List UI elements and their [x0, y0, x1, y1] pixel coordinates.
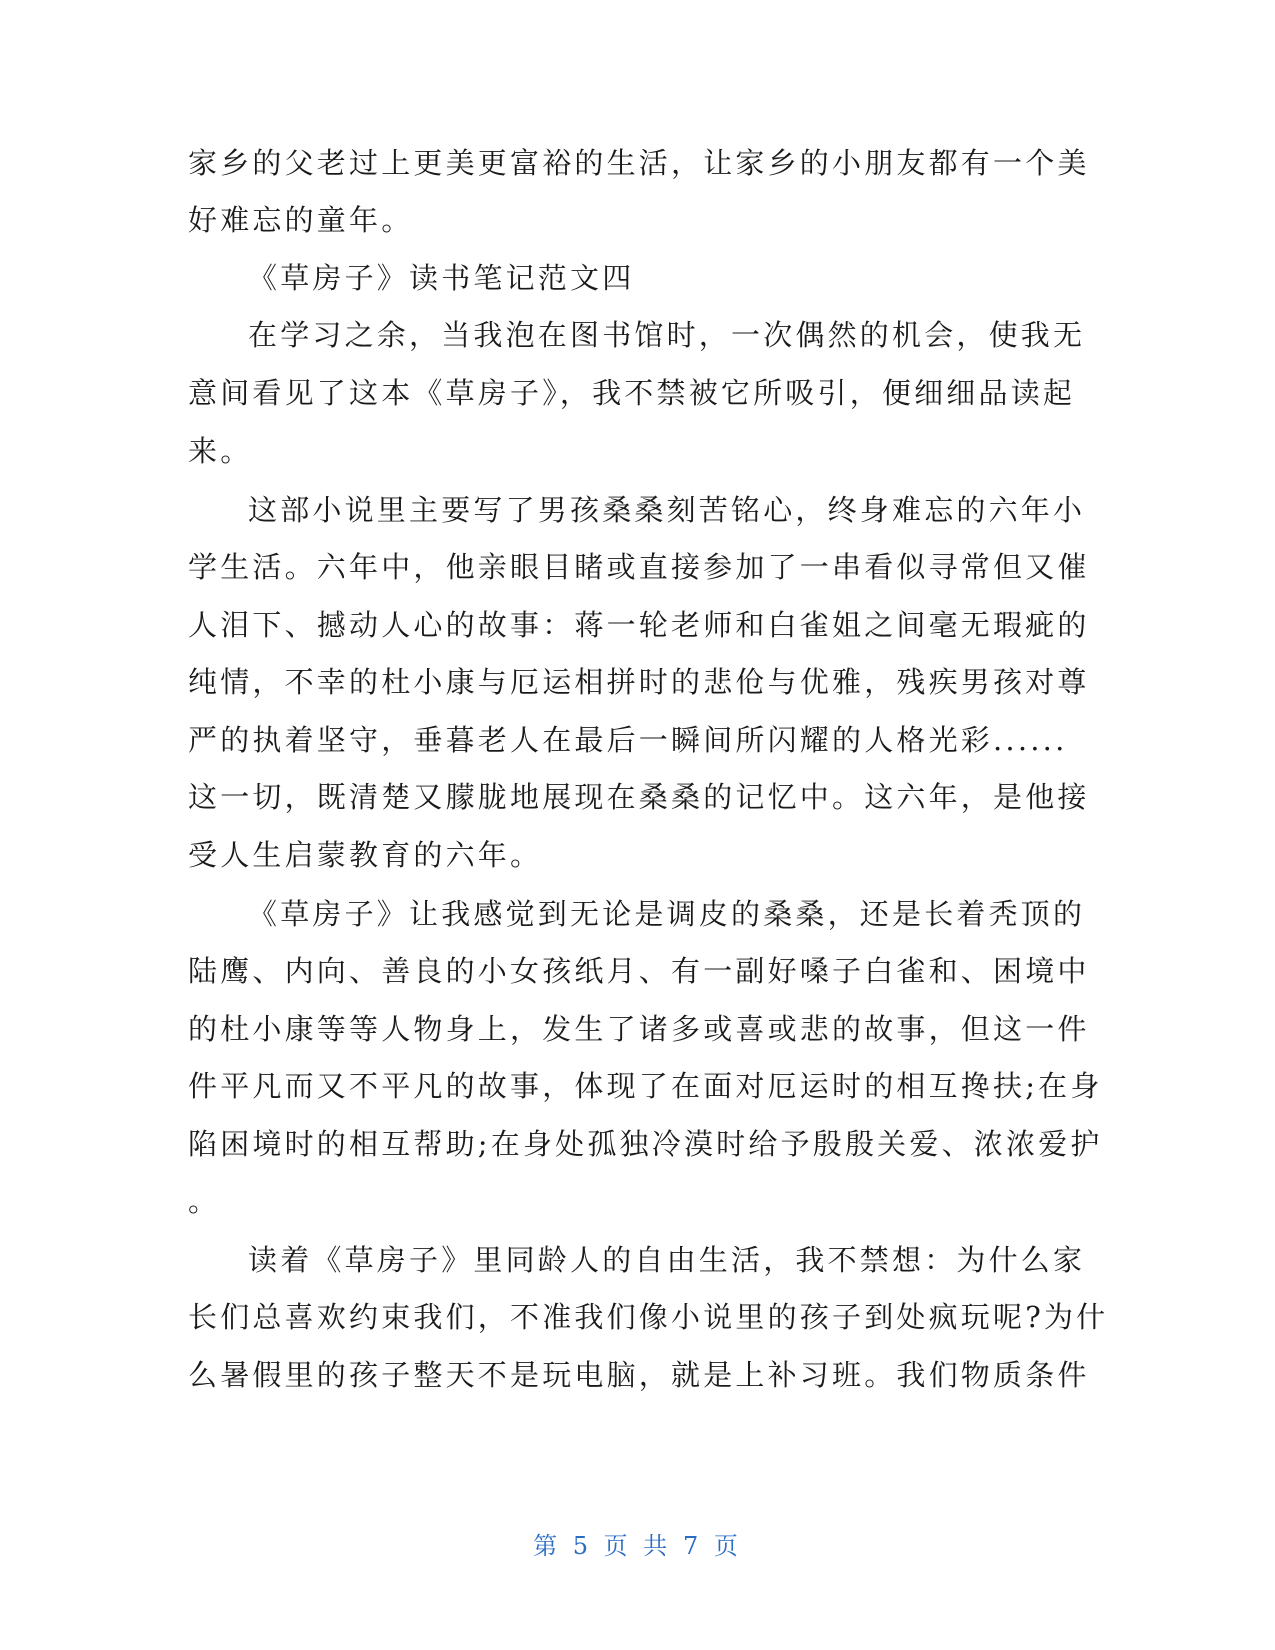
- text-line: 家乡的父老过上更美更富裕的生活，让家乡的小朋友都有一个美: [188, 146, 1090, 180]
- text-line: 这部小说里主要写了男孩桑桑刻苦铭心，终身难忘的六年小: [248, 493, 1086, 527]
- text-line: 来。: [188, 434, 253, 468]
- text-line: 受人生启蒙教育的六年。: [188, 838, 543, 872]
- text-line: 《草房子》让我感觉到无论是调皮的桑桑，还是长着秃顶的: [248, 897, 1086, 931]
- text-line: 读着《草房子》里同龄人的自由生活，我不禁想：为什么家: [248, 1243, 1086, 1277]
- text-line: 这一切，既清楚又朦胧地展现在桑桑的记忆中。这六年，是他接: [188, 780, 1090, 814]
- text-line: 长们总喜欢约束我们，不准我们像小说里的孩子到处疯玩呢?为什: [188, 1300, 1109, 1334]
- text-line: 在学习之余，当我泡在图书馆时，一次偶然的机会，使我无: [248, 318, 1086, 352]
- text-line: 学生活。六年中，他亲眼目睹或直接参加了一串看似寻常但又催: [188, 550, 1090, 584]
- text-line: 好难忘的童年。: [188, 203, 414, 237]
- section-heading: 《草房子》读书笔记范文四: [248, 261, 635, 295]
- text-line: 。: [188, 1184, 221, 1218]
- text-line: 人泪下、撼动人心的故事：蒋一轮老师和白雀姐之间毫无瑕疵的: [188, 608, 1090, 642]
- text-line: 件平凡而又不平凡的故事，体现了在面对厄运时的相互搀扶;在身: [188, 1069, 1103, 1103]
- text-line: 陆鹰、内向、善良的小女孩纸月、有一副好嗓子白雀和、困境中: [188, 954, 1090, 988]
- text-line: 严的执着坚守，垂暮老人在最后一瞬间所闪耀的人格光彩......: [188, 723, 1068, 757]
- text-line: 的杜小康等等人物身上，发生了诸多或喜或悲的故事，但这一件: [188, 1012, 1090, 1046]
- text-line: 陷困境时的相互帮助;在身处孤独冷漠时给予殷殷关爱、浓浓爱护: [188, 1127, 1103, 1161]
- page-number-footer: 第 5 页 共 7 页: [533, 1532, 742, 1560]
- text-line: 么暑假里的孩子整天不是玩电脑，就是上补习班。我们物质条件: [188, 1358, 1090, 1392]
- text-line: 意间看见了这本《草房子》，我不禁被它所吸引，便细细品读起: [188, 376, 1076, 410]
- text-line: 纯情，不幸的杜小康与厄运相拼时的悲伧与优雅，残疾男孩对尊: [188, 665, 1090, 699]
